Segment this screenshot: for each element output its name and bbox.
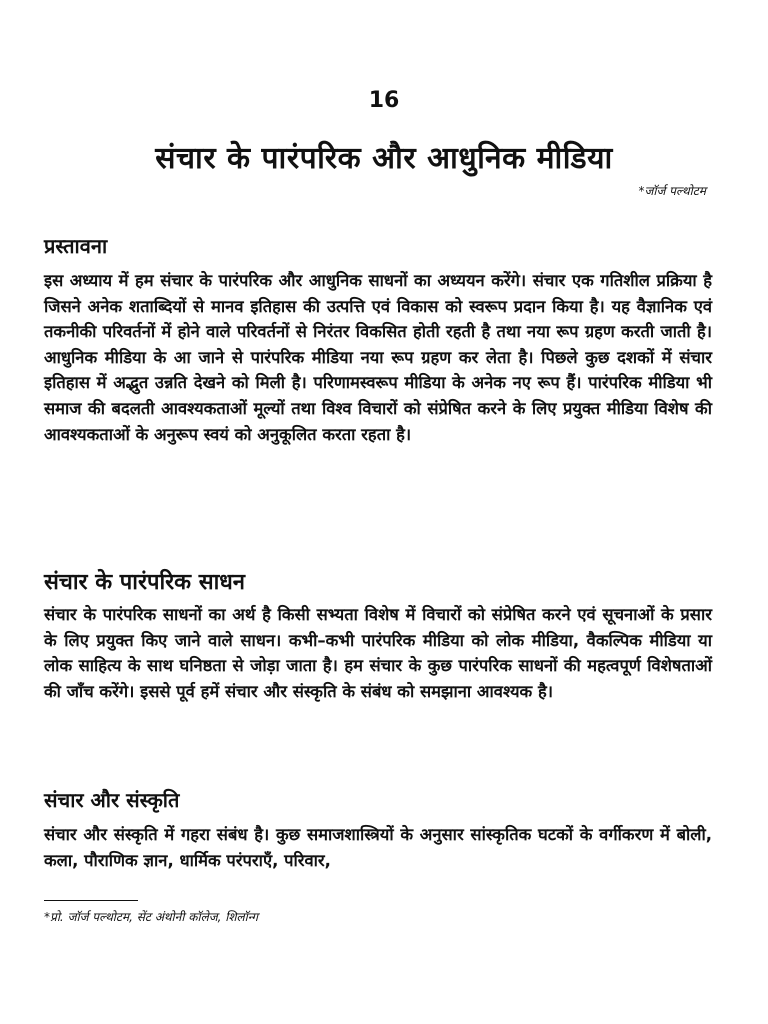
footnote-divider	[44, 900, 138, 901]
section-heading-intro: प्रस्तावना	[44, 234, 108, 258]
paragraph-intro: इस अध्याय में हम संचार के पारंपरिक और आधुनिक साधनों का अध्ययन करेंगे। संचार एक गतिशील प्रक्रिया है जिसने अनेक शताब्दियों से मानव इतिहास की उत्पत्ति एवं विकास को स्वरूप प्रदान किया है। यह वैज्ञानिक एवं तकनीकी परिवर्तनों में होने वाले परिवर्तनों से निरंतर विकसित होती रहती है तथा नया रूप ग्रहण करती जाती है। आधुनिक मीडिया के आ जाने से पारंपरिक मीडिया नया रूप ग्रहण कर लेता है। पिछले कुछ दशकों में संचार इतिहास में अद्भुत उन्नति देखने को मिली है। परिणामस्वरूप मीडिया के अनेक नए रूप हैं। पारंपरिक मीडिया भी समाज की बदलती आवश्यकताओं मूल्यों तथा विश्व विचारों को संप्रेषित करने के लिए प्रयुक्त मीडिया विशेष की आवश्यकताओं के अनुरूप स्वयं को अनुकूलित करता रहता है।	[44, 271, 712, 444]
author-note: *जॉर्ज पल्थोटम	[638, 184, 706, 198]
chapter-title: संचार के पारंपरिक और आधुनिक मीडिया	[155, 141, 613, 176]
paragraph-culture: संचार और संस्कृति में गहरा संबंध है। कुछ समाजशास्त्रियों के अनुसार सांस्कृतिक घटकों के वर्गीकरण में बोली, कला, पौराणिक ज्ञान, धार्मिक परंपराएँ, परिवार,	[44, 825, 712, 870]
section-heading-traditional: संचार के पारंपरिक साधन	[44, 570, 246, 595]
footnote: *प्रो. जॉर्ज पल्थोटम, सेंट अंथोनी कॉलेज, शिलॉन्ग	[44, 910, 258, 924]
chapter-number: 16	[368, 88, 400, 113]
paragraph-traditional: संचार के पारंपरिक साधनों का अर्थ है किसी सभ्यता विशेष में विचारों को संप्रेषित करने एवं सूचनाओं के प्रसार के लिए प्रयुक्त किए जाने वाले साधन। कभी–कभी पारंपरिक मीडिया को लोक मीडिया, वैकल्पिक मीडिया या लोक साहित्य के साथ घनिष्ठता से जोड़ा जाता है। हम संचार के कुछ पारंपरिक साधनों की महत्वपूर्ण विशेषताओं की जाँच करेंगे। इससे पूर्व हमें संचार और संस्कृति के संबंध को समझाना आवश्यक है।	[44, 605, 712, 701]
section-heading-culture: संचार और संस्कृति	[44, 788, 180, 812]
